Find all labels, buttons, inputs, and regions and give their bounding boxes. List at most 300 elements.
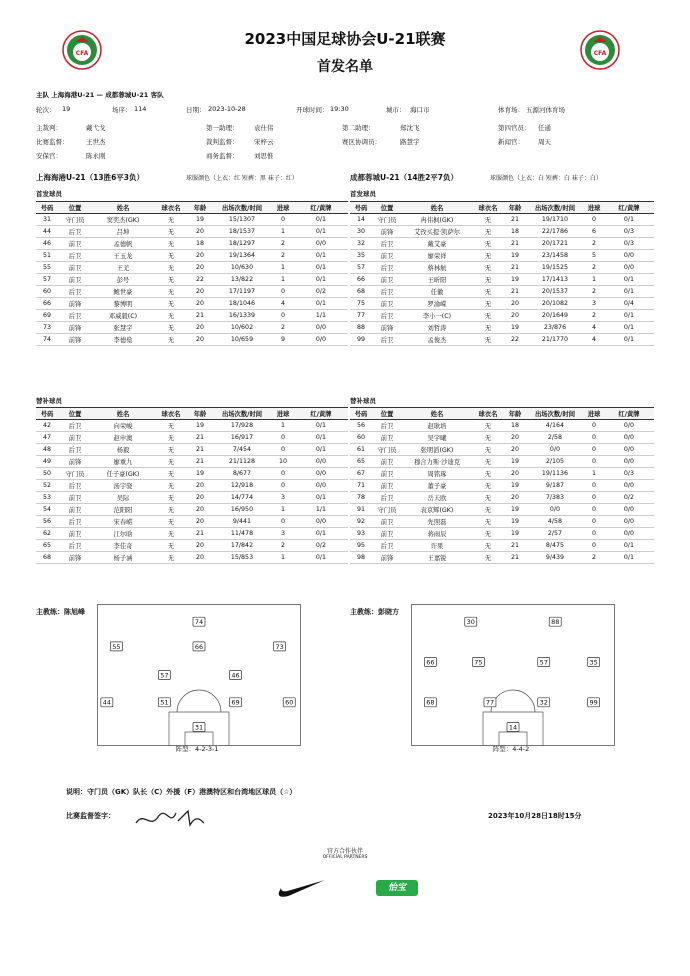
home-subs-table	[36, 407, 348, 564]
table-cell: 无	[154, 310, 188, 322]
table-cell: 10/602	[212, 322, 272, 334]
round: 19	[62, 105, 71, 113]
table-cell: 前锋	[58, 298, 92, 310]
table-cell: 无	[154, 420, 188, 432]
table-cell: 0/4	[604, 298, 654, 310]
table-cell: 无	[472, 468, 504, 480]
table-cell: 前卫	[372, 298, 402, 310]
away-formation-pitch	[411, 604, 615, 746]
table-cell: 21	[188, 444, 212, 456]
table-cell: 前卫	[58, 528, 92, 540]
table-cell: 49	[36, 456, 58, 468]
table-cell: 孟德帆	[92, 238, 154, 250]
table-cell: 21	[504, 238, 526, 250]
table-cell: 0/0	[526, 504, 584, 516]
table-cell: 57	[36, 274, 58, 286]
player-number: 30	[466, 618, 475, 627]
table-row	[36, 250, 348, 262]
table-cell: 23/876	[526, 322, 584, 334]
column-header: 球衣名	[154, 202, 188, 214]
table-cell: 汤宇骁	[92, 480, 154, 492]
table-cell: 21	[504, 286, 526, 298]
table-cell: 无	[154, 444, 188, 456]
table-cell: 前卫	[372, 250, 402, 262]
table-cell: 后卫	[58, 540, 92, 552]
table-cell: 0	[272, 214, 294, 226]
table-cell: 0	[584, 480, 604, 492]
table-cell: 1	[272, 262, 294, 274]
table-cell: 后卫	[372, 238, 402, 250]
table-cell: 守门员	[372, 444, 402, 456]
table-row	[350, 540, 654, 552]
table-cell: 0/1	[294, 262, 348, 274]
table-cell: 4/58	[526, 516, 584, 528]
table-cell: 20	[188, 516, 212, 528]
table-cell: 0/1	[294, 298, 348, 310]
table-cell: 0	[584, 214, 604, 226]
table-cell: 罗渝嵘	[402, 298, 472, 310]
table-cell: 周铭琢	[402, 468, 472, 480]
table-cell: 0/0	[604, 432, 654, 444]
official-label: 比赛监督：	[36, 138, 69, 146]
table-cell: 19	[188, 468, 212, 480]
table-row	[36, 480, 348, 492]
table-row	[350, 286, 654, 298]
player-number: 66	[426, 658, 435, 667]
table-row	[36, 552, 348, 564]
table-cell: 前锋	[372, 552, 402, 564]
table-cell: 19/1364	[212, 250, 272, 262]
table-cell: 4	[584, 334, 604, 346]
column-header: 红/黄牌	[604, 202, 654, 214]
table-cell: 2	[272, 322, 294, 334]
table-cell: 廖重九	[92, 456, 154, 468]
player-number: 14	[508, 723, 518, 732]
table-cell: 前锋	[372, 226, 402, 238]
table-cell: 17/842	[212, 540, 272, 552]
home-coach: 主教练：陈旭峰	[36, 608, 85, 616]
table-cell: 前锋	[58, 322, 92, 334]
table-cell: 20/1649	[526, 310, 584, 322]
away-subs-table	[350, 407, 654, 564]
table-cell: 前卫	[372, 456, 402, 468]
table-cell: 蔡林航	[402, 262, 472, 274]
home-starters-label: 首发球员	[36, 190, 62, 198]
table-cell: 74	[36, 334, 58, 346]
table-cell: 0	[584, 420, 604, 432]
table-row	[36, 516, 348, 528]
table-cell: 20	[188, 492, 212, 504]
table-cell: 56	[350, 420, 372, 432]
home-subs-label: 替补球员	[36, 397, 62, 405]
table-cell: 后卫	[372, 420, 402, 432]
table-cell: 73	[36, 322, 58, 334]
table-cell: 无	[154, 528, 188, 540]
table-cell: 前卫	[372, 528, 402, 540]
player-number: 74	[194, 618, 204, 627]
table-cell: 2	[584, 552, 604, 564]
table-cell: 0/1	[604, 334, 654, 346]
column-header: 姓名	[402, 408, 472, 420]
table-cell: 2	[584, 310, 604, 322]
table-cell: 前锋	[58, 552, 92, 564]
table-cell: 57	[350, 262, 372, 274]
table-cell: 65	[350, 456, 372, 468]
table-cell: 0/1	[604, 540, 654, 552]
table-row	[350, 262, 654, 274]
table-cell: 2	[584, 262, 604, 274]
table-cell: 后卫	[372, 540, 402, 552]
table-cell: 48	[36, 444, 58, 456]
table-row	[36, 432, 348, 444]
table-cell: 1	[584, 274, 604, 286]
table-cell: 10	[272, 456, 294, 468]
table-cell: 蒋雨辰	[402, 528, 472, 540]
table-cell: 无	[472, 214, 504, 226]
table-cell: 18	[188, 238, 212, 250]
table-cell: 2	[584, 286, 604, 298]
column-header: 年龄	[188, 202, 212, 214]
table-cell: 守门员	[372, 214, 402, 226]
table-cell: 后卫	[58, 480, 92, 492]
player-number: 60	[285, 698, 294, 707]
table-row	[350, 214, 654, 226]
table-cell: 0/1	[294, 420, 348, 432]
column-header: 进球	[272, 202, 294, 214]
table-cell: 无	[154, 540, 188, 552]
table-cell: 前卫	[372, 274, 402, 286]
table-cell: 无	[472, 310, 504, 322]
table-cell: 后卫	[58, 226, 92, 238]
table-cell: 4/164	[526, 420, 584, 432]
table-cell: 20	[188, 480, 212, 492]
table-cell: 无	[472, 322, 504, 334]
table-cell: 艾孜买提·凯萨尔	[402, 226, 472, 238]
table-cell: 0/1	[294, 492, 348, 504]
legend-note: 说明：守门员（GK）队长（C）外援（F）港澳特区和台湾地区球员（☆）	[66, 788, 297, 796]
table-cell: 0	[584, 540, 604, 552]
table-cell: 0/1	[294, 528, 348, 540]
table-row	[350, 456, 654, 468]
table-cell: 王羌	[92, 262, 154, 274]
column-header: 姓名	[92, 408, 154, 420]
table-cell: 任子豪(GK)	[92, 468, 154, 480]
table-cell: 0/0	[604, 456, 654, 468]
table-cell: 21	[504, 540, 526, 552]
table-cell: 邓威毅(C)	[92, 310, 154, 322]
table-cell: 无	[472, 286, 504, 298]
table-cell: 0/3	[604, 226, 654, 238]
column-header: 位置	[372, 408, 402, 420]
column-header: 位置	[58, 202, 92, 214]
table-cell: 后卫	[58, 516, 92, 528]
table-cell: 无	[154, 238, 188, 250]
player-number: 73	[275, 642, 284, 651]
table-cell: 无	[154, 480, 188, 492]
column-header: 出场次数/时间	[212, 408, 272, 420]
table-cell: 7/454	[212, 444, 272, 456]
player-number: 51	[160, 698, 169, 707]
table-cell: 51	[36, 250, 58, 262]
table-cell: 10/630	[212, 262, 272, 274]
table-row	[350, 250, 654, 262]
table-cell: 前卫	[372, 432, 402, 444]
table-cell: 张慧宇	[92, 322, 154, 334]
table-cell: 无	[472, 274, 504, 286]
table-cell: 21/1770	[526, 334, 584, 346]
table-cell: 前卫	[58, 432, 92, 444]
table-cell: 守门员	[58, 468, 92, 480]
table-row	[36, 540, 348, 552]
table-cell: 53	[36, 492, 58, 504]
table-cell: 20	[504, 468, 526, 480]
table-cell: 9	[272, 334, 294, 346]
table-cell: 20	[188, 298, 212, 310]
table-cell: 0	[272, 516, 294, 528]
table-cell: 0	[584, 504, 604, 516]
table-row	[350, 504, 654, 516]
table-cell: 袁京辉(GK)	[402, 504, 472, 516]
table-cell: 78	[350, 492, 372, 504]
table-cell: 0/0	[604, 480, 654, 492]
table-row	[36, 420, 348, 432]
table-row	[350, 334, 654, 346]
table-cell: 孟俊杰	[402, 334, 472, 346]
table-cell: 0	[584, 528, 604, 540]
table-cell: 0/1	[294, 250, 348, 262]
table-row	[36, 286, 348, 298]
table-row	[350, 480, 654, 492]
table-cell: 无	[472, 238, 504, 250]
table-cell: 21	[504, 262, 526, 274]
player-number: 31	[194, 723, 204, 732]
match-date: 2023-10-28	[208, 105, 246, 113]
table-cell: 后卫	[372, 262, 402, 274]
table-cell: 无	[472, 420, 504, 432]
table-cell: 无	[472, 552, 504, 564]
table-cell: 0/0	[604, 528, 654, 540]
table-cell: 4	[272, 298, 294, 310]
table-cell: 20/1082	[526, 298, 584, 310]
table-cell: 14/774	[212, 492, 272, 504]
table-cell: 11/478	[212, 528, 272, 540]
table-row	[350, 310, 654, 322]
table-cell: 0	[272, 310, 294, 322]
table-cell: 2	[584, 238, 604, 250]
table-row	[350, 552, 654, 564]
table-cell: 20	[188, 334, 212, 346]
table-cell: 赵耿培	[402, 420, 472, 432]
table-cell: 刘哲涛	[402, 322, 472, 334]
official-label: 商务监督：	[206, 152, 239, 160]
table-cell: 前卫	[372, 468, 402, 480]
table-cell: 1	[272, 226, 294, 238]
table-cell: 18/1046	[212, 298, 272, 310]
table-cell: 0/1	[294, 432, 348, 444]
official-label: 赛区协调员：	[342, 138, 381, 146]
table-cell: 后卫	[372, 310, 402, 322]
table-cell: 50	[36, 468, 58, 480]
partners-en: OFFICIAL PARTNERS	[322, 855, 368, 860]
table-cell: 0/0	[294, 238, 348, 250]
table-cell: 无	[154, 492, 188, 504]
table-row	[36, 274, 348, 286]
table-cell: 杨毅	[92, 444, 154, 456]
table-cell: 68	[350, 286, 372, 298]
partners-cn: 官方合作伙伴	[326, 848, 363, 855]
table-cell: 吕坤	[92, 226, 154, 238]
table-cell: 20	[188, 504, 212, 516]
table-cell: 宋春崂	[92, 516, 154, 528]
table-cell: 冉伟枫(GK)	[402, 214, 472, 226]
table-cell: 66	[350, 274, 372, 286]
table-row	[350, 322, 654, 334]
home-formation-pitch	[97, 604, 301, 746]
column-header: 红/黄牌	[604, 408, 654, 420]
table-cell: 0/2	[294, 540, 348, 552]
column-header: 号码	[36, 202, 58, 214]
column-header: 红/黄牌	[294, 202, 348, 214]
player-number: 35	[589, 658, 598, 667]
official-name: 戴弋戈	[86, 124, 106, 132]
table-cell: 21	[188, 310, 212, 322]
table-cell: 19	[504, 322, 526, 334]
official-label: 第一助理：	[206, 124, 239, 132]
table-header-row	[36, 408, 348, 420]
table-row	[36, 456, 348, 468]
away-starters-label: 首发球员	[350, 190, 376, 198]
table-cell: 无	[154, 552, 188, 564]
table-cell: 52	[36, 480, 58, 492]
match-teams: 主队 上海海港U-21 — 成都蓉城U-21 客队	[36, 91, 164, 99]
away-team-colors: 球服颜色（上衣：白 短裤：白 袜子：白）	[490, 175, 602, 182]
table-cell: 46	[36, 238, 58, 250]
table-cell: 无	[472, 528, 504, 540]
table-cell: 黎博明	[92, 298, 154, 310]
table-cell: 1/1	[294, 310, 348, 322]
table-row	[36, 334, 348, 346]
table-cell: 6	[584, 226, 604, 238]
table-cell: 王昕阳	[402, 274, 472, 286]
table-cell: 后卫	[372, 334, 402, 346]
table-cell: 前卫	[58, 274, 92, 286]
player-number: 44	[102, 698, 111, 707]
table-cell: 20	[504, 298, 526, 310]
table-cell: 无	[154, 226, 188, 238]
away-formation: 阵型：4-4-2	[492, 745, 530, 753]
table-cell: 9/441	[212, 516, 272, 528]
column-header: 姓名	[402, 202, 472, 214]
table-row	[36, 468, 348, 480]
table-cell: 60	[36, 286, 58, 298]
table-cell: 无	[472, 480, 504, 492]
table-cell: 1	[584, 468, 604, 480]
table-cell: 李德燊	[92, 334, 154, 346]
table-cell: 2/58	[526, 432, 584, 444]
officials-row	[36, 137, 656, 148]
column-header: 球衣名	[472, 408, 504, 420]
table-cell: 95	[350, 540, 372, 552]
column-header: 进球	[584, 408, 604, 420]
table-row	[350, 274, 654, 286]
table-cell: 55	[36, 262, 58, 274]
table-cell: 前卫	[58, 238, 92, 250]
table-cell: 20	[188, 552, 212, 564]
table-cell: 15/1307	[212, 214, 272, 226]
match-teams-row	[36, 90, 656, 101]
table-cell: 前卫	[58, 492, 92, 504]
table-cell: 无	[154, 516, 188, 528]
table-row	[36, 528, 348, 540]
table-cell: 91	[350, 504, 372, 516]
table-row	[350, 468, 654, 480]
player-number: 57	[160, 671, 169, 680]
table-cell: 8/475	[526, 540, 584, 552]
table-cell: 0/1	[604, 214, 654, 226]
player-number: 75	[474, 658, 483, 667]
column-header: 球衣名	[154, 408, 188, 420]
table-cell: 93	[350, 528, 372, 540]
table-cell: 先照磊	[402, 516, 472, 528]
table-cell: 20	[188, 286, 212, 298]
table-cell: 无	[472, 298, 504, 310]
player-number: 57	[539, 658, 548, 667]
table-cell: 前卫	[58, 262, 92, 274]
signature-label: 比赛监督签字：	[66, 812, 115, 820]
away-starters-table	[350, 201, 654, 346]
table-cell: 穆合力斯·沙迪克	[402, 456, 472, 468]
table-cell: 无	[154, 214, 188, 226]
table-cell: 0/0	[294, 480, 348, 492]
svg-text:CFA: CFA	[593, 50, 607, 57]
table-cell: 61	[350, 444, 372, 456]
table-cell: 廖荣祥	[402, 250, 472, 262]
venue: 五源河体育场	[526, 106, 565, 114]
table-row	[350, 298, 654, 310]
table-cell: 0/1	[604, 552, 654, 564]
table-cell: 3	[272, 492, 294, 504]
table-cell: 18	[504, 226, 526, 238]
table-cell: 22/1786	[526, 226, 584, 238]
table-cell: 后卫	[58, 286, 92, 298]
table-cell: 向荣峻	[92, 420, 154, 432]
table-cell: 3	[272, 528, 294, 540]
table-cell: 0/0	[604, 250, 654, 262]
table-row	[350, 444, 654, 456]
table-row	[36, 322, 348, 334]
table-cell: 9/439	[526, 552, 584, 564]
table-cell: 0/0	[604, 516, 654, 528]
table-cell: 窦奕杰(GK)	[92, 214, 154, 226]
table-header-row	[36, 202, 348, 214]
column-header: 进球	[584, 202, 604, 214]
table-cell: 0	[272, 468, 294, 480]
official-label: 裁判监督：	[206, 138, 239, 146]
column-header: 位置	[372, 202, 402, 214]
table-header-row	[350, 408, 654, 420]
column-header: 年龄	[504, 408, 526, 420]
table-cell: 0/0	[294, 322, 348, 334]
column-header: 年龄	[504, 202, 526, 214]
table-cell: 前锋	[372, 322, 402, 334]
table-cell: 2/57	[526, 528, 584, 540]
table-cell: 20	[504, 310, 526, 322]
table-row	[350, 226, 654, 238]
player-number: 46	[231, 671, 240, 680]
table-cell: 杨子涵	[92, 552, 154, 564]
table-cell: 0/1	[294, 214, 348, 226]
table-cell: 20	[188, 322, 212, 334]
